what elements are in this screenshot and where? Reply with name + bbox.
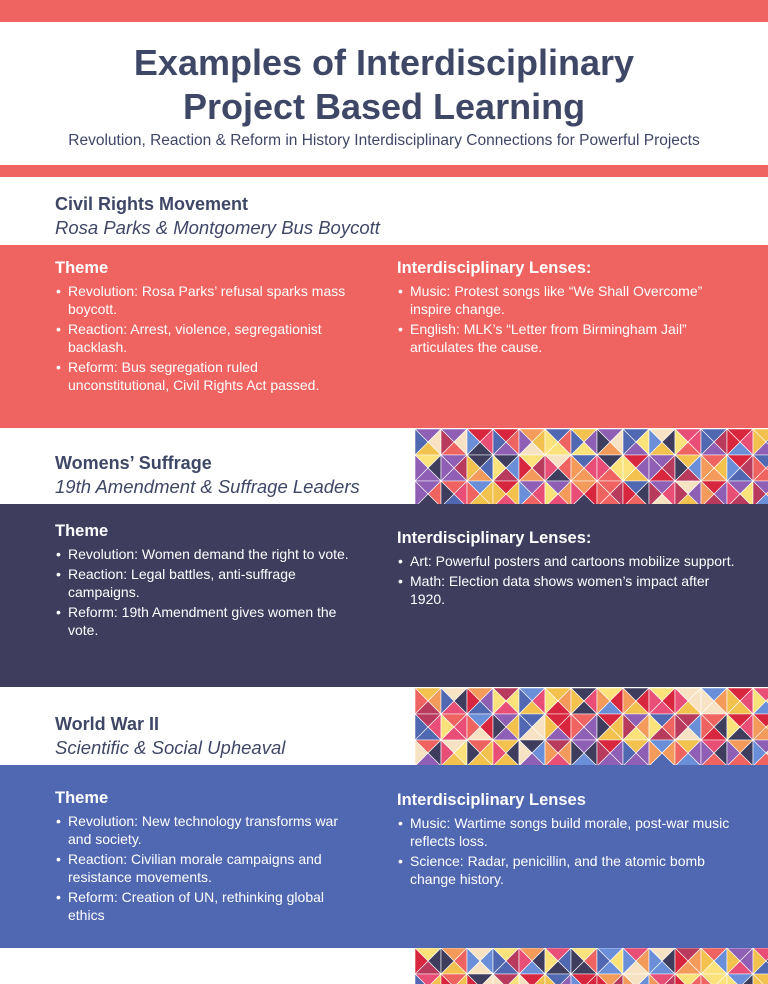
- theme-column: [55, 258, 355, 396]
- geometric-pattern: [415, 948, 768, 984]
- header-divider-bar: [0, 165, 768, 177]
- theme-item: • Reform: 19th Amendment gives women the vote.: [55, 603, 355, 639]
- geometric-pattern: [415, 688, 768, 765]
- lenses-column: [397, 258, 742, 358]
- section-title: Womens’ Suffrage: [55, 453, 212, 473]
- theme-list: [55, 545, 355, 639]
- theme-item: • Revolution: Women demand the right to vote.: [55, 545, 355, 563]
- theme-item: • Reaction: Arrest, violence, segregationist backlash.: [55, 320, 355, 356]
- lens-item: • Math: Election data shows women’s impact after 1920.: [397, 572, 742, 608]
- theme-heading: Theme: [55, 259, 109, 277]
- page-title: Examples of Interdisciplinary: [133, 42, 635, 83]
- theme-item: • Reform: Creation of UN, rethinking global ethics: [55, 888, 355, 924]
- section-panel-wwii: [0, 765, 768, 948]
- page-title-line2: Project Based Learning: [182, 86, 586, 127]
- lenses-column: [397, 528, 742, 610]
- theme-column: [55, 788, 355, 926]
- geometric-pattern-banner: [415, 429, 768, 504]
- lens-item: • English: MLK’s “Letter from Birmingham Jail” articulates the cause.: [397, 320, 742, 356]
- section-header-civil-rights: [55, 192, 380, 240]
- theme-heading: Theme: [55, 522, 109, 540]
- theme-item: • Reform: Bus segregation ruled unconstitutional, Civil Rights Act passed.: [55, 358, 355, 394]
- section-header-suffrage: [55, 451, 360, 499]
- lenses-heading: Interdisciplinary Lenses:: [397, 529, 592, 547]
- lens-item: • Art: Powerful posters and cartoons mobilize support.: [397, 552, 742, 570]
- theme-item: • Reaction: Civilian morale campaigns and resistance movements.: [55, 850, 355, 886]
- lenses-heading: Interdisciplinary Lenses:: [397, 259, 592, 277]
- lens-item: • Music: Protest songs like “We Shall Overcome” inspire change.: [397, 282, 742, 318]
- theme-item: • Revolution: Rosa Parks’ refusal sparks mass boycott.: [55, 282, 355, 318]
- lenses-list: [397, 552, 742, 608]
- theme-item: • Reaction: Legal battles, anti-suffrage campaigns.: [55, 565, 355, 601]
- theme-list: [55, 812, 355, 924]
- geometric-pattern: [415, 429, 768, 504]
- geometric-pattern-banner: [415, 688, 768, 765]
- lenses-heading: Interdisciplinary Lenses: [397, 791, 586, 809]
- theme-item: • Revolution: New technology transforms war and society.: [55, 812, 355, 848]
- lenses-list: [397, 814, 742, 888]
- theme-heading: Theme: [55, 789, 109, 807]
- section-header-wwii: [55, 712, 285, 760]
- top-accent-bar: [0, 0, 768, 22]
- theme-column: [55, 521, 355, 641]
- theme-list: [55, 282, 355, 394]
- section-title: Civil Rights Movement: [55, 194, 249, 214]
- section-panel-suffrage: [0, 504, 768, 687]
- section-subtitle: Scientific & Social Upheaval: [55, 737, 286, 758]
- section-subtitle: Rosa Parks & Montgomery Bus Boycott: [55, 217, 380, 238]
- geometric-pattern-banner: [415, 948, 768, 984]
- section-panel-civil-rights: [0, 245, 768, 428]
- lens-item: • Music: Wartime songs build morale, post-war music reflects loss.: [397, 814, 742, 850]
- page-subtitle: Revolution, Reaction & Reform in History Interdisciplinary Connections for Powerful Projects: [68, 132, 700, 149]
- section-subtitle: 19th Amendment & Suffrage Leaders: [55, 476, 360, 497]
- section-title: World War II: [55, 714, 160, 734]
- lenses-list: [397, 282, 742, 356]
- lenses-column: [397, 790, 742, 890]
- lens-item: • Science: Radar, penicillin, and the atomic bomb change history.: [397, 852, 742, 888]
